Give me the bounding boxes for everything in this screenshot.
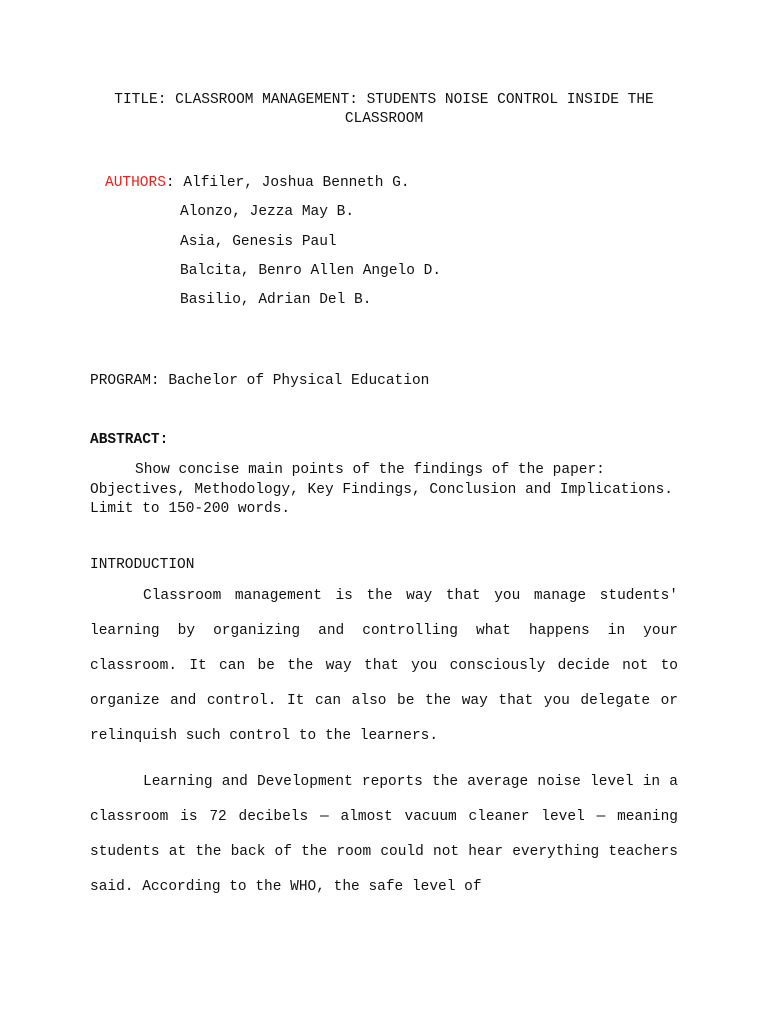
document-title: TITLE: CLASSROOM MANAGEMENT: STUDENTS NOISE CONTROL INSIDE THE CLASSROOM [114, 92, 654, 127]
author-name: Alonzo, Jezza May B. [180, 204, 355, 221]
abstract-body: Show concise main points of the findings of the paper: Objectives, Methodology, Key Findings, Conclusion and Implications. Limit to 150-200 words. [90, 462, 673, 517]
author-row [105, 257, 441, 286]
introduction-paragraph: Classroom management is the way that you manage students' learning by organizing and controlling what happens in your classroom. It can be the way that you consciously decide not to organize and control. It can also be the way that you delegate or relinquish such control to the learners. [90, 588, 678, 745]
author-name: Alfiler, Joshua Benneth G. [183, 175, 410, 191]
abstract-heading: ABSTRACT: [90, 432, 169, 448]
author-name: Asia, Genesis Paul [180, 233, 337, 250]
introduction-paragraph: Learning and Development reports the average noise level in a classroom is 72 decibels — almost vacuum cleaner level — meaning students at the back of the room could not hear everything teachers said. According to the WHO, the safe level of [90, 774, 678, 896]
authors-block [105, 169, 441, 315]
author-row [105, 286, 441, 315]
author-name: Balcita, Benro Allen Angelo D. [180, 262, 442, 279]
authors-label: AUTHORS [105, 175, 166, 191]
introduction-heading: INTRODUCTION [90, 557, 195, 573]
author-row [105, 198, 441, 227]
author-row [105, 169, 441, 198]
program-line: PROGRAM: Bachelor of Physical Education [90, 373, 430, 389]
author-name: Basilio, Adrian Del B. [180, 292, 372, 309]
author-row [105, 228, 441, 257]
authors-separator: : [165, 175, 175, 191]
